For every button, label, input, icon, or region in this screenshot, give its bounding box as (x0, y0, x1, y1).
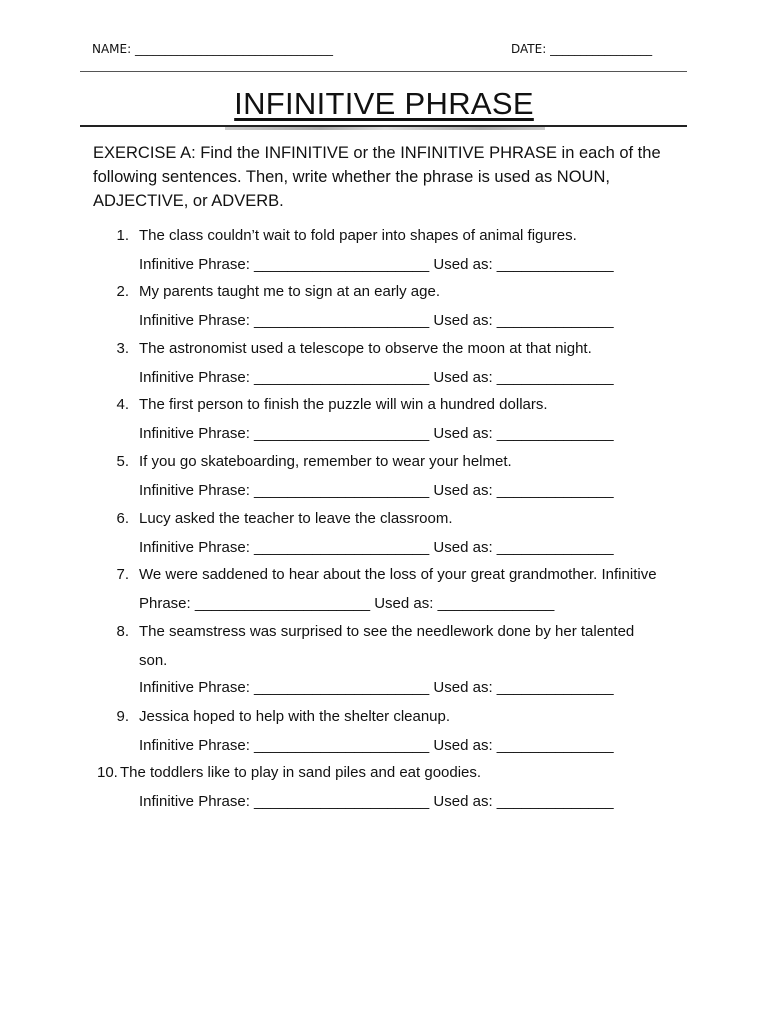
item-number: 1. (116, 227, 129, 244)
item-sentence: My parents taught me to sign at an early age. (139, 283, 441, 300)
answer-line: Infinitive Phrase: _____________________ Used as: ______________ (139, 256, 614, 273)
item-sentence: The class couldn’t wait to fold paper into shapes of animal figures. (139, 227, 577, 244)
item-number: 9. (116, 708, 129, 725)
title-divider-shadow (225, 127, 545, 130)
answer-line: Infinitive Phrase: _____________________ Used as: ______________ (139, 679, 614, 696)
item-sentence: The astronomist used a telescope to observe the moon at that night. (139, 340, 592, 357)
item-number: 6. (116, 510, 129, 527)
date-field-label: DATE: _________________ (511, 42, 653, 56)
item-number: 8. (116, 623, 129, 640)
exercise-instructions: EXERCISE A: Find the INFINITIVE or the INFINITIVE PHRASE in each of the following sentences. Then, write whether the phrase is used as NOUN, ADJECTIVE, or ADVERB. (93, 144, 661, 210)
item-sentence: Lucy asked the teacher to leave the classroom. (139, 510, 453, 527)
item-number: 5. (116, 453, 129, 470)
item-number: 3. (116, 340, 129, 357)
item-sentence: The seamstress was surprised to see the needlework done by her talented (139, 623, 635, 640)
answer-line: Infinitive Phrase: _____________________ Used as: ______________ (139, 369, 614, 386)
header-divider (80, 71, 687, 72)
answer-line: Infinitive Phrase: _____________________ Used as: ______________ (139, 482, 614, 499)
item-sentence-continuation: Phrase: _____________________ Used as: ______________ (139, 595, 555, 612)
item-sentence-continuation: son. (139, 652, 168, 669)
item-number: 4. (116, 396, 129, 413)
item-sentence: The toddlers like to play in sand piles and eat goodies. (120, 764, 482, 781)
header-row (92, 42, 676, 62)
page-title: INFINITIVE PHRASE (234, 86, 534, 121)
item-number: 2. (116, 283, 129, 300)
answer-line: Infinitive Phrase: _____________________ Used as: ______________ (139, 312, 614, 329)
answer-line: Infinitive Phrase: _____________________ Used as: ______________ (139, 737, 614, 754)
item-sentence: Jessica hoped to help with the shelter cleanup. (139, 708, 451, 725)
item-sentence: The first person to finish the puzzle will win a hundred dollars. (139, 396, 548, 413)
item-sentence: If you go skateboarding, remember to wear your helmet. (139, 453, 512, 470)
item-sentence: We were saddened to hear about the loss of your great grandmother. Infinitive (139, 566, 657, 583)
answer-line: Infinitive Phrase: _____________________ Used as: ______________ (139, 425, 614, 442)
answer-line: Infinitive Phrase: _____________________ Used as: ______________ (139, 793, 614, 810)
name-field-label: NAME: _________________________________ (92, 42, 333, 56)
answer-line: Infinitive Phrase: _____________________ Used as: ______________ (139, 539, 614, 556)
item-number: 7. (116, 566, 129, 583)
item-number: 10. (97, 764, 118, 781)
